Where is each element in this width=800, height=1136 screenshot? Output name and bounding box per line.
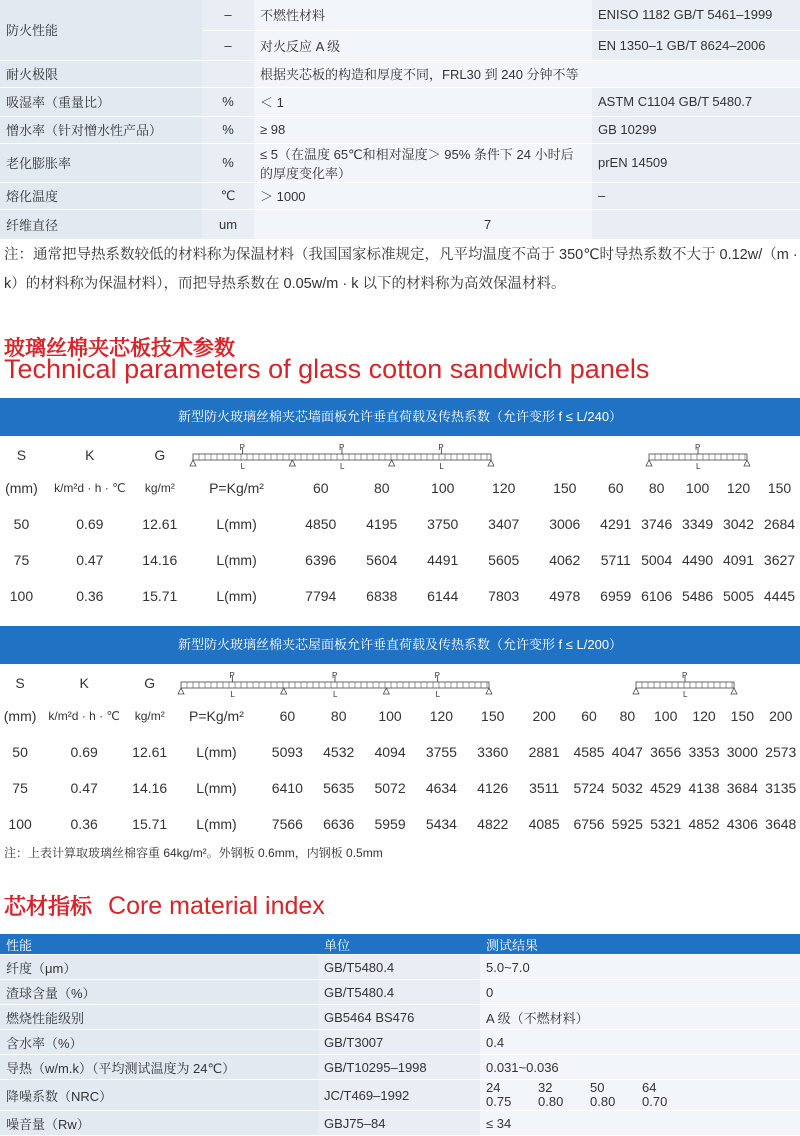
- table-cell: 5434: [425, 816, 457, 832]
- core-header: 测试结果: [480, 934, 800, 955]
- core-cell: 渣球含量（%）: [0, 980, 318, 1005]
- table-row: [0, 542, 800, 578]
- table-cell: 12.61: [142, 516, 178, 532]
- roof-load-table: [0, 668, 800, 842]
- table-cell: L(mm): [216, 552, 257, 568]
- table-cell: 100: [8, 816, 32, 832]
- table-row: [0, 770, 800, 806]
- nrc-value: 0.80: [538, 1094, 564, 1109]
- core-cell: 纤度（μm）: [0, 955, 318, 980]
- load-value: 60: [581, 708, 597, 724]
- core-cell: ≤ 34: [480, 1111, 800, 1136]
- property-unit: %: [202, 143, 254, 182]
- table-cell: 75: [12, 780, 28, 796]
- core-cell: GB/T5480.4: [318, 980, 480, 1005]
- support-icon: [289, 460, 295, 466]
- table-cell: 3746: [641, 516, 673, 532]
- core-cell: 0.031~0.036: [480, 1055, 800, 1080]
- header-mm: (mm): [3, 708, 37, 724]
- support-icon: [178, 688, 184, 694]
- load-label: P: [694, 443, 700, 452]
- load-value: 150: [767, 480, 792, 496]
- core-material-table: [0, 934, 800, 1136]
- property-value: 对火反应 A 级: [254, 30, 592, 60]
- table-cell: 3511: [529, 780, 560, 796]
- span-label: L: [695, 462, 701, 470]
- table-cell: 2573: [765, 744, 797, 760]
- thermal-note: 注：通常把导热系数较低的材料称为保温材料（我国国家标准规定，凡平均温度不高于 350℃时导热系数不大于 0.12w/（m · k）的材料称为保温材料），而把导热系数在 0.05w/m · k 以下的材料称为高效保温材料。: [4, 247, 798, 292]
- header-k: K: [85, 447, 95, 463]
- table-cell: 0.47: [70, 780, 98, 796]
- load-label: P: [681, 671, 688, 680]
- continuous-beam-diagram: [183, 440, 595, 470]
- load-value: 100: [654, 708, 678, 724]
- core-header: 性能: [0, 934, 318, 955]
- core-cell: GBJ75–84: [318, 1111, 480, 1136]
- load-value: 100: [431, 480, 455, 496]
- table-cell: 5004: [641, 552, 673, 568]
- load-label: P: [239, 443, 245, 452]
- table-cell: 3349: [682, 516, 714, 532]
- load-value: 80: [619, 708, 636, 724]
- core-section-title: [4, 890, 325, 921]
- load-label: P: [229, 671, 235, 680]
- table-cell: 3648: [765, 816, 797, 832]
- table-cell: 4490: [682, 552, 714, 568]
- property-unit: %: [202, 116, 254, 143]
- load-value: 120: [726, 480, 751, 496]
- table-cell: 3627: [763, 552, 796, 568]
- unit-p: P=Kg/m²: [209, 480, 264, 496]
- table-cell: 7794: [305, 588, 337, 604]
- property-unit: –: [202, 30, 254, 60]
- core-row: [0, 1080, 800, 1111]
- core-cell: GB/T3007: [318, 1030, 480, 1055]
- property-name: 防火性能: [0, 0, 202, 60]
- load-value: 80: [648, 480, 665, 496]
- support-icon: [384, 688, 390, 694]
- table-cell: 4195: [366, 516, 398, 532]
- table-cell: 7566: [271, 816, 303, 832]
- property-name: 憎水率（针对憎水性产品）: [0, 116, 202, 143]
- beam-load-diagram: [175, 668, 495, 698]
- core-title-cn: 芯材指标: [4, 894, 93, 919]
- core-header: 单位: [318, 934, 480, 955]
- property-name: 耐火极限: [0, 60, 202, 87]
- simple-beam-diagram: [595, 440, 800, 470]
- beam-load-diagram: [630, 668, 740, 698]
- table-cell: 3042: [722, 516, 755, 532]
- table-cell: 2881: [528, 744, 560, 760]
- load-label: P: [438, 443, 444, 452]
- core-header-row: [0, 934, 800, 955]
- table-cell: 4852: [688, 816, 720, 832]
- table-cell: 15.71: [142, 588, 178, 604]
- table-cell: 6396: [305, 552, 337, 568]
- table-cell: 4491: [427, 552, 459, 568]
- table-cell: 5093: [271, 744, 303, 760]
- load-value: 120: [492, 480, 516, 496]
- table-cell: 5724: [573, 780, 605, 796]
- simple-beam-diagram: [570, 668, 800, 698]
- table-cell: 5072: [374, 780, 406, 796]
- load-value: 100: [685, 480, 710, 496]
- table-cell: 50: [13, 516, 30, 532]
- property-name: 纤维直径: [0, 209, 202, 239]
- load-value: 60: [312, 480, 329, 496]
- table-cell: 3000: [726, 744, 758, 760]
- table-cell: 4085: [528, 816, 560, 832]
- table-cell: 4062: [549, 552, 581, 568]
- table-cell: 4306: [726, 816, 758, 832]
- table-cell: 4822: [477, 816, 509, 832]
- core-cell: JC/T469–1992: [318, 1080, 480, 1111]
- table-cell: 4126: [477, 780, 509, 796]
- property-row: [0, 60, 800, 87]
- core-cell: GB/T10295–1998: [318, 1055, 480, 1080]
- core-cell: 含水率（%）: [0, 1030, 318, 1055]
- property-name: 吸湿率（重量比）: [0, 87, 202, 116]
- support-icon: [744, 460, 750, 466]
- table-cell: 4138: [688, 780, 720, 796]
- table-cell: 4532: [323, 744, 355, 760]
- table-cell: 5005: [722, 588, 755, 604]
- support-icon: [486, 688, 492, 694]
- table-row: [0, 734, 800, 770]
- table-cell: 0.47: [76, 552, 104, 568]
- table-cell: 6838: [366, 588, 398, 604]
- property-value: ＞ 1000: [254, 182, 592, 209]
- nrc-value: 0.80: [590, 1094, 616, 1109]
- unit-g: kg/m²: [144, 481, 175, 495]
- load-value: 200: [532, 708, 556, 724]
- core-row: [0, 955, 800, 980]
- core-cell: 0: [480, 980, 800, 1005]
- property-unit: %: [202, 87, 254, 116]
- table-cell: 100: [9, 588, 34, 604]
- header-s: S: [16, 447, 27, 463]
- span-label: L: [439, 462, 444, 470]
- table-cell: 5711: [600, 552, 631, 568]
- table-cell: 4585: [573, 744, 605, 760]
- load-value: 150: [481, 708, 505, 724]
- core-row: [0, 1055, 800, 1080]
- header-g: G: [144, 675, 156, 691]
- span-label: L: [339, 462, 345, 470]
- table-row: [0, 506, 800, 542]
- table-cell: 4091: [722, 552, 755, 568]
- table-cell: 14.16: [142, 552, 178, 568]
- unit-k: k/m²d · h · ℃: [54, 481, 126, 495]
- table-cell: 5321: [650, 816, 682, 832]
- table-cell: 14.16: [132, 780, 168, 796]
- table-row: [0, 578, 800, 614]
- table-cell: 4529: [650, 780, 682, 796]
- section-title-en: Technical parameters of glass cotton sandwich panels: [4, 354, 650, 384]
- table-cell: L(mm): [216, 588, 257, 604]
- core-cell: 0.4: [480, 1030, 800, 1055]
- property-row: [0, 116, 800, 143]
- property-row: [0, 87, 800, 116]
- support-icon: [190, 460, 196, 466]
- load-label: P: [332, 671, 338, 680]
- property-table: [0, 0, 800, 240]
- beam-load-diagram: [187, 440, 497, 470]
- unit-k: k/m²d · h · ℃: [48, 709, 120, 723]
- table-cell: 6410: [271, 780, 303, 796]
- core-row: [0, 1030, 800, 1055]
- table-cell: 4291: [600, 516, 632, 532]
- property-row: [0, 182, 800, 209]
- header-s: S: [15, 675, 25, 691]
- load-value: 60: [607, 480, 624, 496]
- span-label: L: [682, 690, 688, 698]
- table-cell: 3353: [688, 744, 720, 760]
- property-value: 根据夹芯板的构造和厚度不同，FRL30 到 240 分钟不等: [254, 60, 800, 87]
- property-row: [0, 143, 800, 182]
- table-cell: 0.69: [70, 744, 98, 760]
- table-cell: 3360: [477, 744, 509, 760]
- property-standard: –: [592, 182, 800, 209]
- table-cell: 3407: [488, 516, 520, 532]
- wall-table-band: 新型防火玻璃丝棉夹芯墙面板允许垂直荷载及传热系数（允许变形 f ≤ L/240）: [0, 398, 800, 436]
- property-unit: [202, 60, 254, 87]
- property-value: ≥ 98: [254, 116, 592, 143]
- table-cell: 6636: [323, 816, 355, 832]
- property-standard: ENISO 1182 GB/T 5461–1999: [592, 0, 800, 30]
- header-g: G: [154, 447, 166, 463]
- support-icon: [633, 688, 639, 694]
- property-standard: prEN 14509: [592, 143, 800, 182]
- table-cell: 6106: [641, 588, 673, 604]
- table-cell: 7803: [488, 588, 520, 604]
- header-k: K: [79, 675, 89, 691]
- table-cell: L(mm): [216, 516, 257, 532]
- property-name: 熔化温度: [0, 182, 202, 209]
- table-cell: 0.69: [76, 516, 104, 532]
- table-cell: 4634: [425, 780, 457, 796]
- property-standard: GB 10299: [592, 116, 800, 143]
- table-cell: 4094: [374, 744, 406, 760]
- table-cell: 4047: [611, 744, 643, 760]
- table-cell: 5604: [366, 552, 398, 568]
- table-cell: L(mm): [196, 744, 237, 760]
- table-cell: 6959: [600, 588, 632, 604]
- load-value: 200: [769, 708, 793, 724]
- table-cell: 5635: [323, 780, 355, 796]
- table-cell: 3755: [425, 744, 457, 760]
- table-cell: 0.36: [70, 816, 98, 832]
- table-cell: 50: [12, 744, 28, 760]
- property-value: ＜ 1: [254, 87, 592, 116]
- table-cell: 4850: [305, 516, 337, 532]
- table-row: [0, 806, 800, 842]
- property-unit: –: [202, 0, 254, 30]
- load-value: 120: [692, 708, 716, 724]
- core-cell: A 级（不燃材料）: [480, 1005, 800, 1030]
- property-unit: um: [202, 209, 254, 239]
- header-mm: (mm): [5, 480, 38, 496]
- property-value: ≤ 5（在温度 65℃和相对湿度＞ 95% 条件下 24 小时后的厚度变化率）: [254, 143, 592, 182]
- roof-table-band: 新型防火玻璃丝棉夹芯屋面板允许垂直荷载及传热系数（允许变形 f ≤ L/200）: [0, 626, 800, 664]
- span-label: L: [435, 690, 441, 698]
- table-cell: 3750: [427, 516, 459, 532]
- unit-p: P=Kg/m²: [189, 708, 244, 724]
- nrc-value: 0.70: [642, 1094, 668, 1109]
- load-label: P: [434, 671, 441, 680]
- span-label: L: [333, 690, 338, 698]
- table-cell: 3135: [765, 780, 797, 796]
- nrc-value: 32: [538, 1080, 553, 1095]
- table-cell: 3684: [726, 780, 758, 796]
- table-cell: 6144: [427, 588, 459, 604]
- support-icon: [731, 688, 737, 694]
- table-cell: 5486: [682, 588, 714, 604]
- table-cell: 6756: [573, 816, 605, 832]
- load-value: 150: [553, 480, 577, 496]
- table-cell: L(mm): [196, 816, 237, 832]
- load-value: 60: [279, 708, 296, 724]
- support-icon: [281, 688, 287, 694]
- nrc-value: 64: [642, 1080, 657, 1095]
- nrc-values: [486, 1081, 794, 1109]
- core-cell: 降噪系数（NRC）: [0, 1080, 318, 1111]
- property-value: 不燃性材料: [254, 0, 592, 30]
- core-row: [0, 980, 800, 1005]
- load-value: 100: [378, 708, 402, 724]
- core-cell: GB5464 BS476: [318, 1005, 480, 1030]
- beam-load-diagram: [643, 440, 753, 470]
- table-cell: L(mm): [196, 780, 237, 796]
- load-label: P: [338, 443, 345, 452]
- core-row: [0, 1111, 800, 1136]
- support-icon: [646, 460, 652, 466]
- table-cell: 3006: [549, 516, 581, 532]
- wall-load-table: [0, 440, 800, 614]
- table-cell: 12.61: [132, 744, 168, 760]
- table-cell: 5925: [611, 816, 643, 832]
- load-value: 150: [730, 708, 755, 724]
- core-cell: 导热（w/m.k）（平均测试温度为 24℃）: [0, 1055, 318, 1080]
- table-cell: 5959: [374, 816, 406, 832]
- load-value: 80: [330, 708, 347, 724]
- span-label: L: [240, 462, 245, 470]
- property-row: [0, 209, 800, 239]
- support-icon: [388, 460, 394, 466]
- load-value: 80: [373, 480, 390, 496]
- table-cell: 0.36: [76, 588, 104, 604]
- property-value: 7: [254, 209, 592, 239]
- load-value: 120: [429, 708, 454, 724]
- table-cell: 5605: [488, 552, 520, 568]
- support-icon: [488, 460, 494, 466]
- table-cell: 15.71: [132, 816, 168, 832]
- core-row: [0, 1005, 800, 1030]
- unit-g: kg/m²: [134, 709, 165, 723]
- table-cell: 4445: [763, 588, 796, 604]
- property-row: [0, 0, 800, 30]
- property-name: 老化膨胀率: [0, 143, 202, 182]
- continuous-beam-diagram: [171, 668, 570, 698]
- section-title-cn: 玻璃丝棉夹芯板技术参数: [4, 337, 235, 360]
- property-standard: EN 1350–1 GB/T 8624–2006: [592, 30, 800, 60]
- core-cell: 5.0~7.0: [480, 955, 800, 980]
- core-cell: GB/T5480.4: [318, 955, 480, 980]
- core-cell: 噪音量（Rw）: [0, 1111, 318, 1136]
- table-cell: 3656: [650, 744, 682, 760]
- table-cell: 5032: [611, 780, 643, 796]
- property-standard: ASTM C1104 GB/T 5480.7: [592, 87, 800, 116]
- table-cell: 2684: [763, 516, 796, 532]
- span-label: L: [230, 690, 236, 698]
- core-title-en: Core material index: [108, 892, 325, 920]
- property-standard: [592, 209, 800, 239]
- nrc-value: 50: [590, 1080, 605, 1095]
- nrc-value: 0.75: [486, 1094, 512, 1109]
- nrc-value: 24: [486, 1080, 501, 1095]
- table-cell: 4978: [549, 588, 581, 604]
- calc-note: 注：上表计算取玻璃丝棉容重 64kg/m²。外钢板 0.6mm，内钢板 0.5mm: [4, 846, 383, 860]
- property-unit: ℃: [202, 182, 254, 209]
- core-cell: 燃烧性能级别: [0, 1005, 318, 1030]
- core-cell: [480, 1080, 800, 1111]
- table-cell: 75: [13, 552, 30, 568]
